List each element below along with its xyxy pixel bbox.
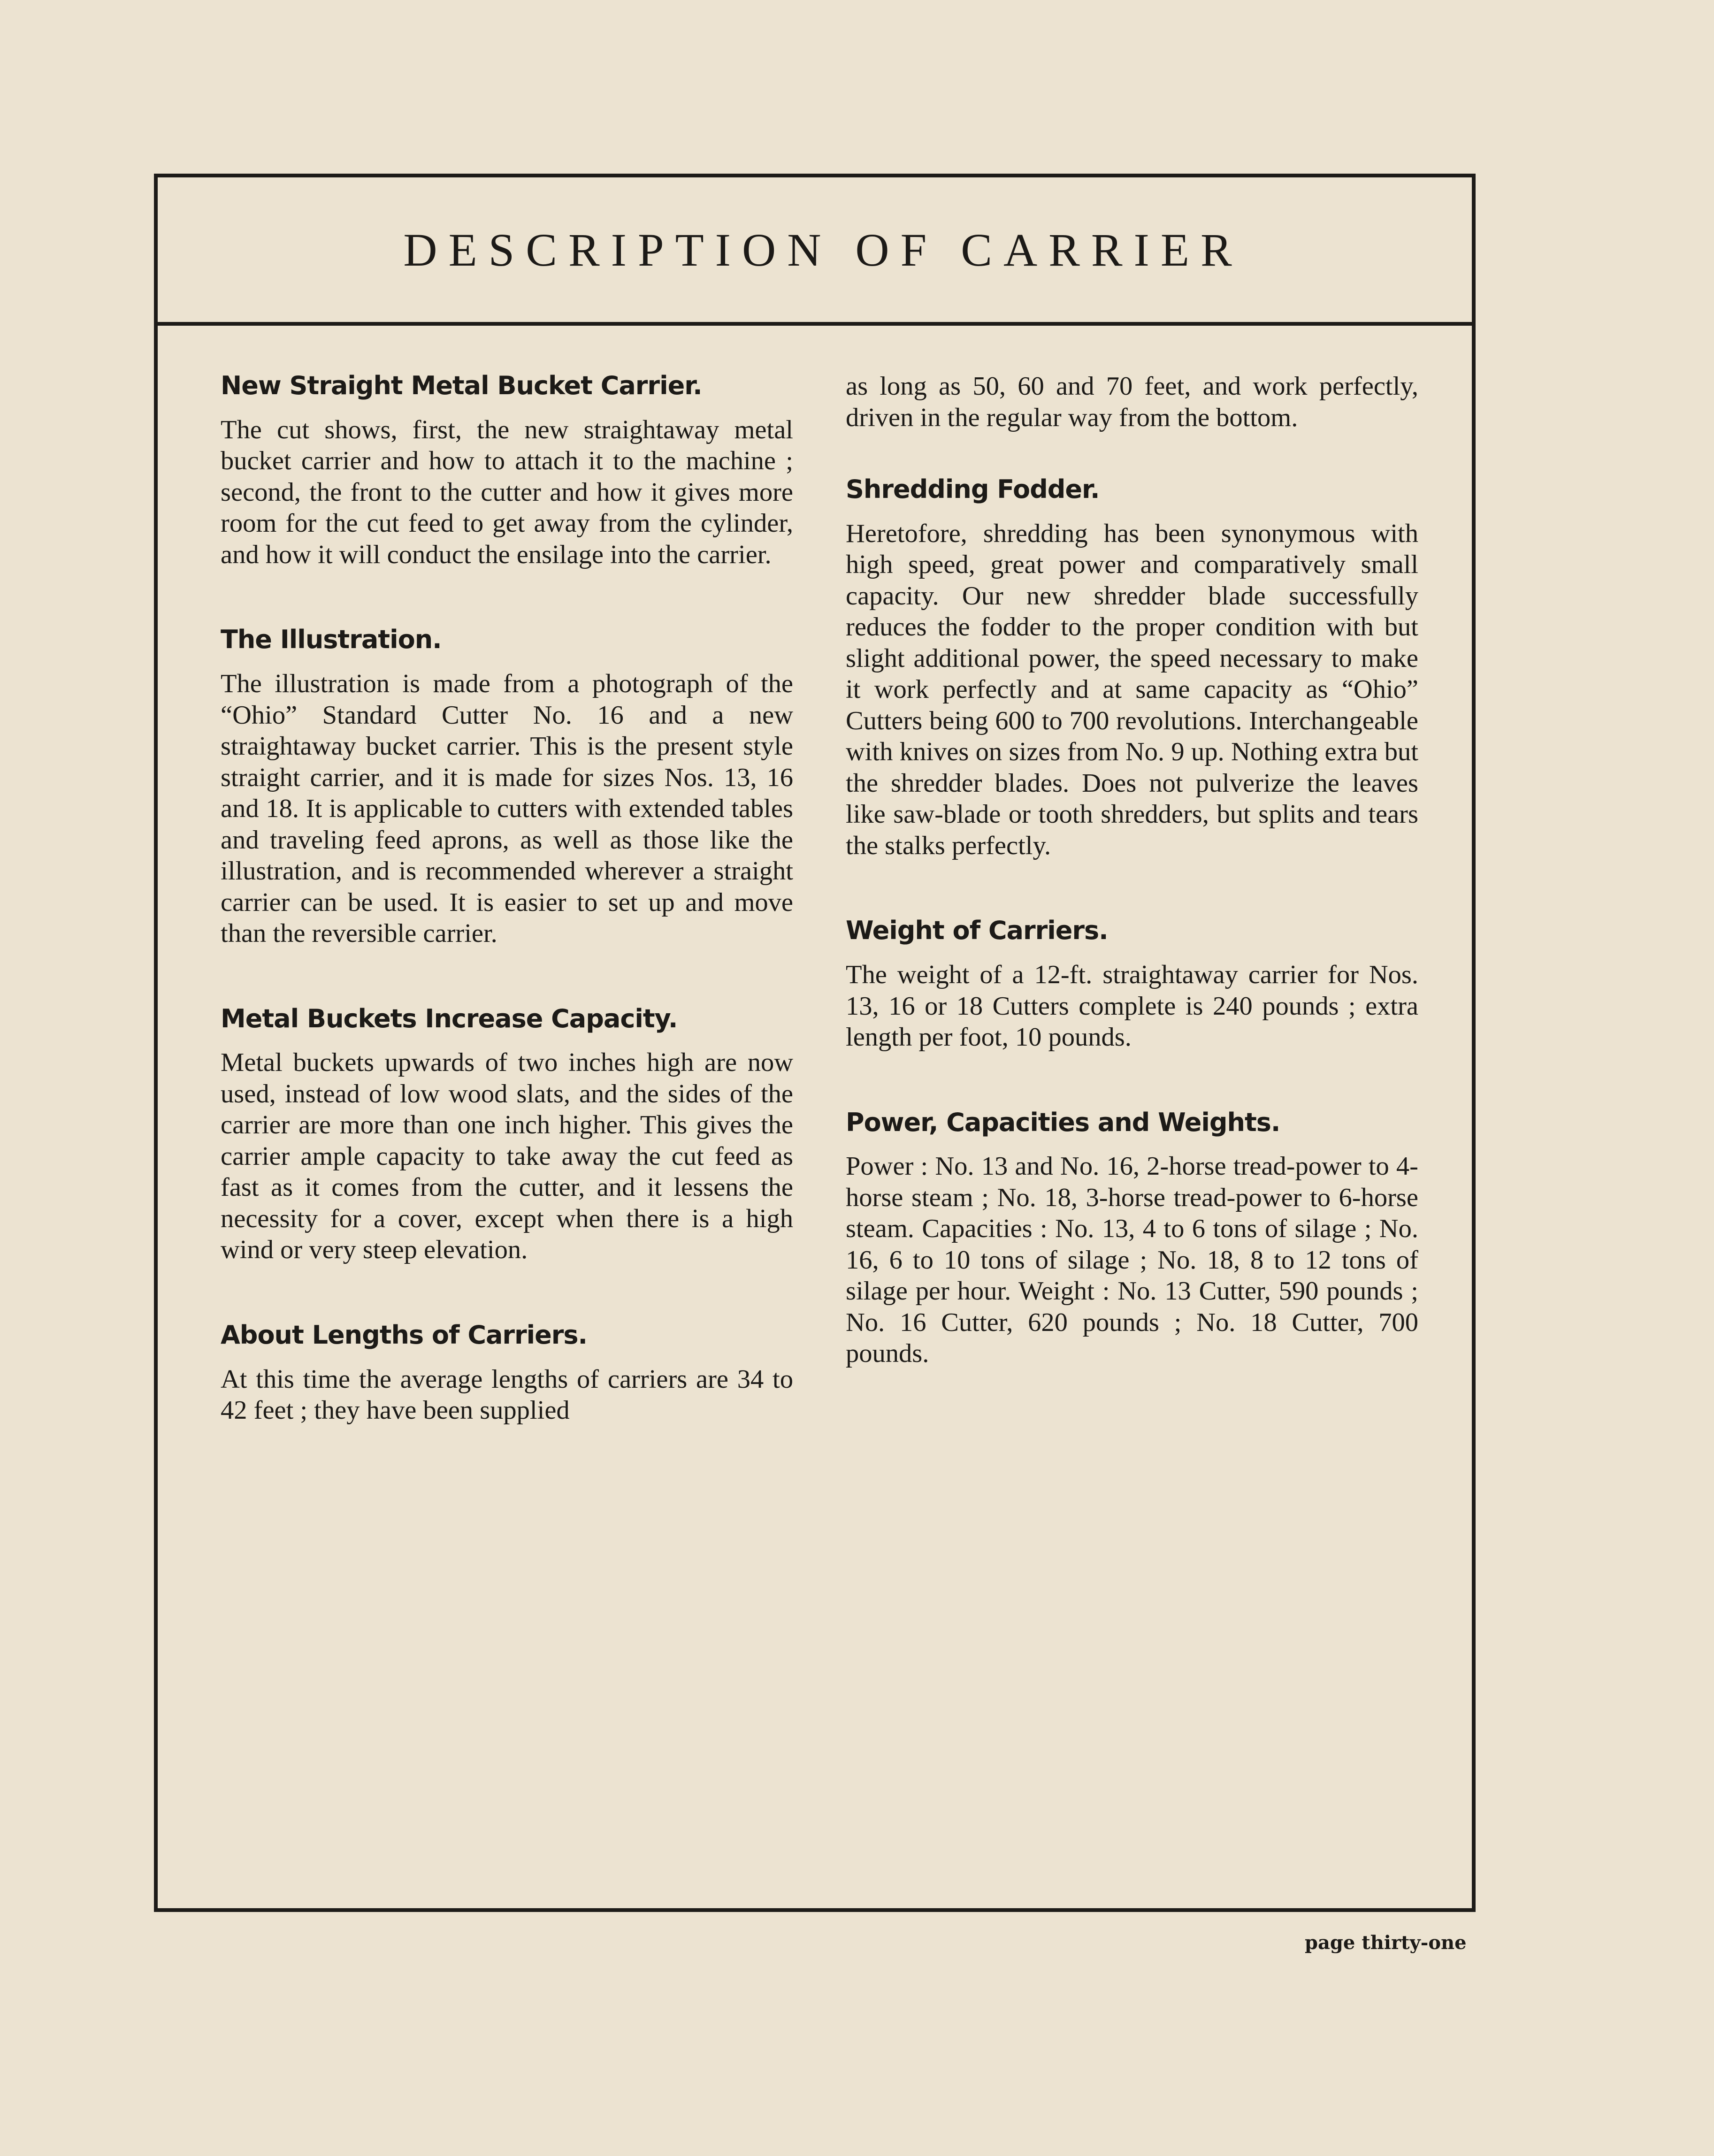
section-lengths-continuation: [846, 371, 1418, 433]
section-the-illustration: [221, 625, 793, 949]
section-heading: Power, Capacities and Weights.: [846, 1107, 1280, 1137]
section-heading: Weight of Carriers.: [846, 916, 1108, 946]
section-heading: New Straight Metal Bucket Carrier.: [221, 371, 702, 400]
section-heading: Metal Buckets Increase Capacity.: [221, 1003, 678, 1033]
page-frame: [154, 174, 1476, 1912]
section-body: Power : No. 13 and No. 16, 2-horse tread-power to 4-horse steam ; No. 18, 3-horse tread-power to 6-horse steam. Capacities : No. 13, 4 to 6 tons of silage ; No. 16, 6 to 10 tons of silage ; No. 18, 8 to 12 tons of silage per hour. Weight : No. 13 Cutter, 590 pounds ; No. 16 Cutter, 620 pounds ; No. 18 Cutter, 700 pounds.: [846, 1152, 1418, 1369]
title-band: [158, 177, 1472, 326]
left-column: [221, 371, 793, 1481]
right-column: [846, 371, 1418, 1424]
section-power-capacities-weights: [846, 1108, 1418, 1369]
page-number: page thirty-one: [1305, 1932, 1467, 1954]
section-body: Metal buckets upwards of two inches high are now used, instead of low wood slats, and the sides of the carrier are more than one inch higher. This gives the carrier ample capacity to take away the cut feed as fast as it comes from the cutter, and it lessens the necessity for a cover, except when there is a high wind or very steep elevation.: [221, 1048, 793, 1265]
continuation-text: as long as 50, 60 and 70 feet, and work perfectly, driven in the regular way from the bottom.: [846, 372, 1418, 432]
section-shredding-fodder: [846, 474, 1418, 861]
section-heading: Shredding Fodder.: [846, 474, 1100, 504]
section-new-straight-metal-bucket-carrier: [221, 371, 793, 570]
section-metal-buckets-increase-capacity: [221, 1004, 793, 1266]
section-body: The weight of a 12-ft. straightaway carrier for Nos. 13, 16 or 18 Cutters complete is 240 pounds ; extra length per foot, 10 pounds.: [846, 960, 1418, 1052]
section-about-lengths-of-carriers: [221, 1320, 793, 1426]
section-heading: About Lengths of Carriers.: [221, 1320, 588, 1350]
section-body: The illustration is made from a photograph of the “Ohio” Standard Cutter No. 16 and a new straightaway bucket carrier. This is the present style straight carrier, and it is made for sizes Nos. 13, 16 and 18. It is applicable to cutters with extended tables and traveling feed aprons, as well as those like the illustration, and is recommended wherever a straight carrier can be used. It is easier to set up and move than the reversible carrier.: [221, 669, 793, 948]
section-body: The cut shows, first, the new straightaway metal bucket carrier and how to attach it to the machine ; second, the front to the cutter and how it gives more room for the cut feed to get away from the cylinder, and how it will conduct the ensilage into the carrier.: [221, 415, 793, 569]
section-weight-of-carriers: [846, 916, 1418, 1053]
section-heading: The Illustration.: [221, 625, 442, 655]
page-title: DESCRIPTION OF CARRIER: [403, 223, 1243, 276]
section-body: At this time the average lengths of carriers are 34 to 42 feet ; they have been supplied: [221, 1364, 793, 1425]
section-body: Heretofore, shredding has been synonymous with high speed, great power and comparatively small capacity. Our new shredder blade successfully reduces the fodder to the proper condition with but slight additional power, the speed necessary to make it work perfectly and at same capacity as “Ohio” Cutters being 600 to 700 revolutions. Interchangeable with knives on sizes from No. 9 up. Nothing extra but the shredder blades. Does not pulverize the leaves like saw-blade or tooth shredders, but splits and tears the stalks perfectly.: [846, 519, 1418, 860]
